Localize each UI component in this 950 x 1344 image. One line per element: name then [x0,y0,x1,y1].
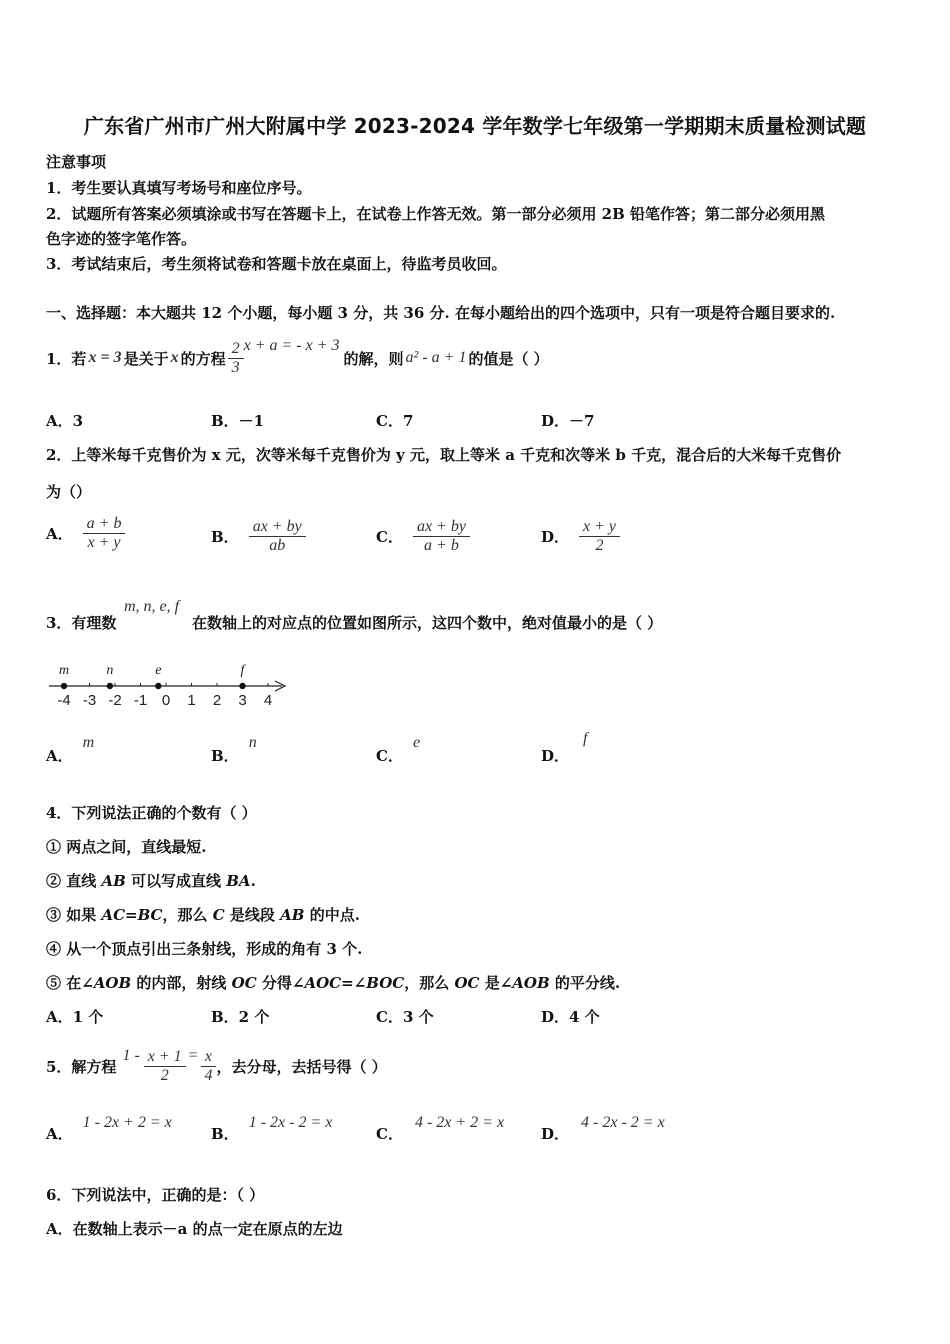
option-value: n [248,734,257,751]
fraction-numerator: ax + by [413,518,470,537]
q1-text: 的解，则 [343,349,404,368]
question-5 [46,1040,387,1092]
option-value: m [82,734,95,751]
section-heading: 一、选择题：本大题共 12 个小题，每小题 3 分，共 36 分. 在每小题给出的四个选项中，只有一项是符合题目要求的. [46,304,836,322]
q1-option-c[interactable]: C．7 [376,412,414,430]
number-line-tick-label: -1 [133,692,148,709]
q2-fraction-b [249,518,306,555]
fraction-denominator: 2 [160,1066,169,1084]
option-value: f [583,730,588,747]
fraction-denominator: 3 [231,358,240,376]
question-3: 在数轴上的对应点的位置如图所示，这四个数中，绝对值最小的是（ ） [192,614,663,632]
q1-option-d[interactable]: D．－7 [541,412,595,430]
option-label: B． [211,528,239,546]
notice-item: 2．试题所有答案必须填涂或书写在答题卡上，在试卷上作答无效。第一部分必须用 2B 铅笔作答；第二部分必须用黑 [46,205,826,223]
fraction-numerator: ax + by [249,518,306,537]
number-line-point [107,683,113,689]
q2-option-a[interactable] [46,515,125,552]
text: . [250,872,256,890]
q3-option-d[interactable] [541,730,588,766]
q1-math: x = 3 [88,349,122,366]
option-label: B． [211,1125,239,1143]
number-line-tick-label: -3 [82,692,97,709]
number-line-point [155,683,161,689]
text: 的平分线. [549,974,621,992]
fraction-numerator: 2 [228,340,244,359]
q1-text: 的方程 [180,349,226,368]
q1-option-b[interactable]: B．－1 [211,412,265,430]
q5-math: = [187,1047,199,1064]
text: 分得∠ [256,974,305,992]
q1-text: 1．若 [46,349,87,368]
page-title: 广东省广州市广州大附属中学 2023-2024 学年数学七年级第一学期期末质量检测试题 [83,114,867,138]
math: AOB [512,974,550,992]
number-line-point [239,683,245,689]
question-4: 4．下列说法正确的个数有（ ） [46,804,257,822]
q3-option-a[interactable] [46,734,95,766]
text: ③ 如果 [46,906,102,924]
option-label: C． [376,747,403,765]
q4-option-c[interactable]: C．3 个 [376,1008,434,1026]
q1-math: a² - a + 1 [405,349,467,366]
q6-option-a[interactable]: A．在数轴上表示－a 的点一定在原点的左边 [46,1220,343,1238]
number-line-point-label: f [240,663,245,678]
q4-option-b[interactable]: B．2 个 [211,1008,270,1026]
question-1 [46,328,549,388]
number-line-point-label: e [155,663,162,678]
q5-fraction-left [144,1048,186,1085]
number-line-tick-label: -2 [108,692,122,709]
q2-fraction-a [83,515,126,552]
option-label: C． [376,1125,403,1143]
option-value: e [412,734,421,751]
q5-text: ，去分母，去括号得（ ） [216,1057,387,1076]
text: ，那么 [162,906,213,924]
option-value: 4 - 2x - 2 = x [581,1114,665,1131]
math: C [212,906,225,924]
q3-vars: m, n, e, f [124,598,180,615]
fraction-denominator: 2 [595,537,604,554]
q5-text: 5．解方程 [46,1057,117,1076]
fraction-numerator: x + y [579,518,620,537]
notice-heading: 注意事项 [46,153,107,171]
q5-option-d[interactable] [541,1114,665,1144]
fraction-numerator: a + b [83,515,126,534]
number-line-point-label: m [58,663,70,678]
q4-statement-5 [46,972,620,993]
question-6: 6．下列说法中，正确的是：（ ） [46,1186,265,1204]
math: OC [454,974,480,992]
number-line [44,655,294,715]
option-label: A． [46,1125,73,1143]
q5-fraction-right [200,1048,216,1085]
option-label: D． [541,747,570,765]
math: OC [231,974,257,992]
q2-option-c[interactable] [376,518,470,555]
option-label: D． [541,1125,570,1143]
text: 可以写成直线 [125,872,227,890]
notice-item: 3．考试结束后，考生须将试卷和答题卡放在桌面上，待监考员收回。 [46,255,507,273]
number-line-point [61,683,67,689]
text: =∠ [341,974,367,992]
option-label: A． [46,747,73,765]
text: 是∠ [479,974,513,992]
q1-option-a[interactable]: A．3 [46,412,84,430]
text: 是线段 [224,906,281,924]
math: BA [226,872,251,890]
math: AB [280,906,305,924]
q1-math: x [170,349,179,366]
q1-math: x + a = - x + 3 [243,337,340,354]
fraction-numerator: x [201,1048,216,1067]
q2-option-d[interactable] [541,518,620,555]
q4-statement-2 [46,870,256,891]
text: ② 直线 [46,872,102,890]
fraction-denominator: 4 [204,1066,213,1084]
number-line-tick-label: -4 [57,692,71,709]
fraction-denominator: ab [269,537,286,554]
fraction-numerator: x + 1 [144,1048,186,1067]
number-line-tick-label: 1 [187,692,196,709]
q4-option-d[interactable]: D．4 个 [541,1008,600,1026]
option-value: 1 - 2x - 2 = x [248,1114,333,1131]
math: AB [101,872,126,890]
math: BOC [366,974,405,992]
q4-statement-3 [46,904,360,925]
option-label: A． [46,525,73,543]
number-line-tick-label: 4 [263,692,273,709]
question-3-prefix: 3．有理数 [46,614,117,632]
option-value: 4 - 2x + 2 = x [414,1114,505,1131]
math: AOC [304,974,342,992]
q5-math: 1 - [122,1047,140,1064]
question-2: 2．上等米每千克售价为 x 元，次等米每千克售价为 y 元，取上等米 a 千克和次等米 b 千克，混合后的大米每千克售价 [46,446,842,464]
q1-text: 是关于 [123,349,169,368]
fraction-denominator: a + b [424,537,459,554]
notice-item: 1．考生要认真填写考场号和座位序号。 [46,179,312,197]
q4-statement-1: ① 两点之间，直线最短. [46,838,207,856]
number-line-tick-label: 2 [212,692,222,709]
q2-option-b[interactable] [211,518,306,555]
option-value: 1 - 2x + 2 = x [82,1114,172,1131]
q4-option-a[interactable]: A．1 个 [46,1008,104,1026]
number-line-tick-label: 0 [161,692,171,709]
fraction-denominator: x + y [87,534,121,551]
q2-fraction-c [413,518,470,555]
option-label: D． [541,528,570,546]
q5-option-a[interactable] [46,1114,172,1144]
q5-option-c[interactable] [376,1114,505,1144]
number-line-point-label: n [106,663,114,678]
q3-option-b[interactable] [211,734,257,766]
option-label: B． [211,747,239,765]
q1-text: 的值是（ ） [468,349,549,368]
text: 的中点. [304,906,360,924]
q1-fraction [228,340,244,377]
q5-option-b[interactable] [211,1114,333,1144]
option-label: C． [376,528,403,546]
q2-fraction-d [579,518,620,555]
question-2-cont: 为（） [46,483,92,501]
text: ⑤ 在∠ [46,974,94,992]
math: AC=BC [101,906,163,924]
text: ，那么 [404,974,455,992]
q4-statement-4: ④ 从一个顶点引出三条射线，形成的角有 3 个. [46,940,363,958]
q3-option-c[interactable] [376,734,421,766]
number-line-tick-label: 3 [238,692,247,709]
math: AOB [93,974,132,992]
notice-item: 色字迹的签字笔作答。 [46,230,197,248]
text: 的内部，射线 [131,974,232,992]
